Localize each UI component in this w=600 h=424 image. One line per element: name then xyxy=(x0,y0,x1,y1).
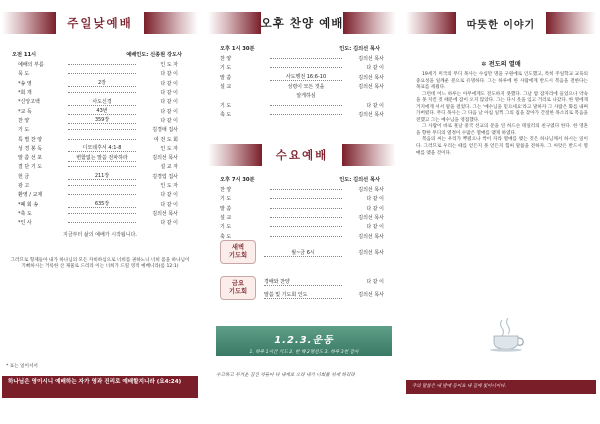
standing-footnote: * 표는 일어서서 xyxy=(6,364,38,369)
order-leader: 인 도 자 xyxy=(160,62,178,69)
story-column xyxy=(406,0,596,424)
order-item: 기 도 xyxy=(220,102,232,109)
sunday-banner xyxy=(2,12,198,34)
order-leader: 김경업 집사 xyxy=(152,173,178,180)
friday-tag-line2: 기도회 xyxy=(228,288,248,295)
order-leader: 김경애 집사 xyxy=(152,127,178,134)
banner-gradient-right xyxy=(546,12,596,34)
order-item: 환영 / 교제 xyxy=(18,192,43,199)
order-row xyxy=(220,63,384,72)
psalm-verse-bar: 주의 말씀은 내 발에 등이요 내 길에 빛이니이다. xyxy=(406,380,596,394)
order-item: 기 도 xyxy=(220,224,232,231)
dawn-tag-line2: 기도회 xyxy=(228,252,248,259)
order-detail xyxy=(68,64,136,65)
dawn-prayer-time: 월~금 6시 xyxy=(264,249,342,257)
order-row xyxy=(18,162,178,171)
order-detail xyxy=(68,194,136,195)
afternoon-column xyxy=(208,0,396,424)
order-leader: 다 같 이 xyxy=(160,117,178,124)
order-detail xyxy=(270,114,342,115)
order-detail: 635장 xyxy=(68,200,136,208)
order-item: 말 씀 xyxy=(220,205,232,212)
order-item: 설 교 xyxy=(220,84,232,91)
essay-heading xyxy=(406,59,596,68)
wednesday-time: 오후 7시 30분 xyxy=(220,177,255,183)
friday-prayer-tag xyxy=(220,276,256,300)
order-leader: 다 같 이 xyxy=(160,192,178,199)
order-leader: 인 도 자 xyxy=(160,145,178,152)
banner-gradient-right xyxy=(144,12,198,34)
order-detail xyxy=(68,166,136,167)
afternoon-banner xyxy=(208,12,396,34)
matthew-verse: 수고하고 무거운 짐진 자들아 다 내게로 오라 내가 너희를 쉬게 하리라 xyxy=(216,373,355,378)
order-leader: 다 같 이 xyxy=(160,90,178,97)
order-detail: 알게하심 xyxy=(296,93,316,100)
order-item: 헌 금 xyxy=(18,173,30,180)
order-leader: 다 같 이 xyxy=(366,205,384,212)
order-item: 축 도 xyxy=(220,233,232,240)
sun-icon: ✲ xyxy=(481,61,489,68)
sunday-order-list xyxy=(18,60,178,227)
order-leader: 다 같 이 xyxy=(160,220,178,227)
banner-gradient-right xyxy=(342,144,396,166)
friday-praise-leader: 다 같 이 xyxy=(366,279,384,286)
order-detail xyxy=(68,73,136,74)
banner-gradient-right xyxy=(343,12,396,34)
order-detail xyxy=(270,105,342,106)
order-detail: 성령이 모든 것을 xyxy=(287,84,325,91)
essay-paragraph: 그 사람이 바로 훗날 중국 선교의 문을 연 허드슨 테일러의 친구였다 한다. 한 영혼을 향한 무디의 열정이 수많은 열매를 맺게 하였다. xyxy=(416,124,588,136)
order-row xyxy=(18,69,178,78)
friday-word-leader: 김의선 목사 xyxy=(358,292,384,299)
order-item: *축 도 xyxy=(18,210,32,217)
order-row xyxy=(18,88,178,97)
friday-praise: 경배와 찬양 xyxy=(264,278,342,286)
essay-paragraph: 19세기 미국의 무디 목사는 수십만 명을 구원에로 인도했고, 특히 주일학교 교육의 중요성을 일깨운 분으로 유명하다. 그는 하루에 한 사람에게 반드시 복음을 전한다는 목표를 세웠다. xyxy=(416,72,588,91)
dawn-prayer-row xyxy=(262,248,384,257)
afternoon-title: 오후 찬양 예배 xyxy=(260,16,344,30)
order-leader: 다 같 이 xyxy=(160,108,178,115)
john-verse-bar: 하나님은 영이시니 예배하는 자가 영과 진리로 예배할지니라 (요4:24) xyxy=(2,376,198,398)
order-item: 찬 양 xyxy=(220,187,232,194)
order-row xyxy=(220,213,384,222)
order-leader: 김의선 목사 xyxy=(358,56,384,63)
order-leader: 다 같 이 xyxy=(366,224,384,231)
friday-tag-line1: 금요 xyxy=(231,280,245,287)
order-row xyxy=(18,125,178,134)
order-item: 기 도 xyxy=(18,127,30,134)
order-row xyxy=(220,222,384,231)
order-row xyxy=(18,153,178,162)
closing-line: 지금부터 삶의 예배가 시작됩니다. xyxy=(63,232,137,238)
afternoon-time: 오후 1시 30분 xyxy=(220,46,255,52)
order-item: 결 단 기 도 xyxy=(18,164,43,171)
order-row xyxy=(18,209,178,218)
order-item: *인 사 xyxy=(18,220,32,227)
order-row xyxy=(220,100,384,109)
banner-gradient-left xyxy=(2,12,56,34)
order-row xyxy=(18,60,178,69)
essay-paragraph: 복음의 씨는 우리가 뿌렸으나 싹이 자라 열매를 맺는 것은 하나님께서 하시는 일이다. 그러므로 우리는 때를 얻든지 못 얻든지 힘써 말씀을 전하자. 그 씨앗은 반드시 열매를 맺을 것이다. xyxy=(416,137,588,156)
order-item: 특 별 찬 양 xyxy=(18,136,43,143)
order-detail: 211장 xyxy=(68,172,136,180)
order-row xyxy=(220,185,384,194)
order-detail xyxy=(68,92,136,93)
essay-title: 전도의 열매 xyxy=(488,61,521,68)
wednesday-header xyxy=(220,176,380,183)
dawn-prayer-leader: 김의선 목사 xyxy=(358,250,384,257)
order-row xyxy=(220,91,384,100)
order-row xyxy=(18,181,178,190)
order-leader: 김의선 목사 xyxy=(358,215,384,222)
order-item: 묵 도 xyxy=(18,71,30,78)
order-row xyxy=(18,199,178,208)
story-title: 따뜻한 이야기 xyxy=(466,19,536,31)
order-item: 광 고 xyxy=(18,183,30,189)
dawn-prayer-tag xyxy=(220,240,256,264)
wednesday-order-list xyxy=(220,185,384,241)
banner-gradient-left xyxy=(208,144,262,166)
order-item: 예배의 부름 xyxy=(18,62,44,69)
movement-banner xyxy=(216,326,392,356)
wednesday-banner xyxy=(208,144,396,166)
order-row xyxy=(220,73,384,82)
order-detail xyxy=(270,67,342,68)
order-item: 찬 양 xyxy=(18,117,30,124)
order-leader: 김의선 목사 xyxy=(358,84,384,91)
banner-gradient-left xyxy=(406,12,456,34)
order-leader: 김의선 목사 xyxy=(358,111,384,118)
order-leader: 다 같 이 xyxy=(160,71,178,78)
order-row xyxy=(18,172,178,181)
order-item: 축 도 xyxy=(220,111,232,118)
order-detail: 2장 xyxy=(68,79,136,87)
friday-word: 말씀 및 기도회 인도 xyxy=(264,291,342,299)
order-item: 기 도 xyxy=(220,65,232,72)
order-detail: 43번 xyxy=(68,107,136,115)
order-row xyxy=(220,54,384,63)
order-row xyxy=(18,190,178,199)
order-detail xyxy=(68,129,136,130)
order-detail xyxy=(270,198,342,199)
order-leader: 다 같 이 xyxy=(366,196,384,203)
order-leader: 김의선 목사 xyxy=(152,155,178,162)
order-leader: 다 같 이 xyxy=(366,102,384,109)
order-item: *회 개 xyxy=(18,90,32,97)
story-banner xyxy=(406,12,596,34)
order-row xyxy=(220,204,384,213)
order-item: *교 독 xyxy=(18,108,32,115)
order-leader: 김의선 목사 xyxy=(358,187,384,194)
order-detail xyxy=(270,58,342,59)
order-detail: 사도신경 xyxy=(68,98,136,106)
order-detail xyxy=(68,185,136,186)
dawn-tag-line1: 새벽 xyxy=(231,244,245,251)
friday-row-2 xyxy=(262,290,384,299)
essay-body xyxy=(416,72,588,157)
order-leader: 김의선 목사 xyxy=(358,233,384,240)
order-item: 설 교 xyxy=(220,215,232,222)
order-item: 성 경 봉 독 xyxy=(18,145,43,152)
order-detail xyxy=(68,222,136,223)
order-detail xyxy=(270,226,342,227)
order-row xyxy=(18,97,178,106)
order-detail: 디모데후서 4:1-8 xyxy=(68,144,136,152)
essay-paragraph: 그런데 어느 하루는 아무에게도 전도하지 못했다. 그날 밤 잠자리에 들었으나 약속을 못 지킨 것 때문에 잠이 오지 않았다. 그는 다시 옷을 입고 거리로 나갔다. 한 명에게 거지에게 서서 말을 걸었다. 그는 '예수님을 믿으세요'라고 말하자 그 사람은 화를 내며 가버렸다. 무디 목사는 그 다음 날 아침 일찍 그의 집을 찾아가 간절한 목소리로 복음을 전했고 그는 예수님을 영접했다. xyxy=(416,91,588,123)
order-leader: 다 같 이 xyxy=(366,65,384,72)
order-row xyxy=(18,218,178,227)
order-leader: 다 같 이 xyxy=(160,201,178,208)
order-detail xyxy=(270,208,342,209)
order-leader: 설 교 자 xyxy=(160,164,178,171)
order-item: 말 씀 xyxy=(220,74,232,81)
sunday-leader: 예배인도: 신종원 강도사 xyxy=(126,52,182,58)
order-item: 찬 양 xyxy=(220,56,232,63)
order-detail xyxy=(270,189,342,190)
sunday-title: 주일낮예배 xyxy=(67,16,133,30)
order-leader: 다 같 이 xyxy=(160,99,178,106)
sunday-header xyxy=(12,51,182,58)
order-detail xyxy=(270,236,342,237)
wednesday-title: 수요예배 xyxy=(275,148,329,162)
order-row xyxy=(18,134,178,143)
order-detail: 사도행전 16:6-10 xyxy=(270,73,342,81)
romans-verse: 그러므로 형제들아 내가 하나님의 모든 자비하심으로 너희를 권하노니 너희 몸을 하나님이 기뻐하시는 거룩한 산 제물로 드리라 이는 너희가 드릴 영적 예배니라(롬 12:1) xyxy=(10,258,190,270)
order-row xyxy=(18,116,178,125)
order-item: 말 씀 선 포 xyxy=(18,155,43,162)
order-leader: 여 전 도 회 xyxy=(153,136,178,143)
order-detail: 359장 xyxy=(68,116,136,124)
order-detail: 변함없는 말씀 전파하라 xyxy=(68,154,136,162)
movement-title: 1.2.3.운동 xyxy=(274,335,334,346)
order-row xyxy=(18,144,178,153)
order-row xyxy=(220,194,384,203)
order-detail xyxy=(68,213,136,214)
wednesday-leader: 인도: 김의선 목사 xyxy=(339,177,380,183)
order-leader: 인 도 자 xyxy=(160,183,178,189)
movement-sub: 1. 하루 1시간 기도 2. 한 해 2명전도 3. 하루 3번 감사 xyxy=(249,350,359,355)
afternoon-leader: 인도: 김의선 목사 xyxy=(339,46,380,52)
order-item: *송 영 xyxy=(18,80,32,87)
friday-row-1 xyxy=(262,277,384,286)
order-item: *폐 회 송 xyxy=(18,201,39,208)
order-detail xyxy=(270,217,342,218)
order-leader: 다 같 이 xyxy=(160,80,178,87)
afternoon-order-list xyxy=(220,54,384,119)
coffee-cup-icon xyxy=(488,318,528,352)
order-row xyxy=(18,106,178,115)
order-leader: 김의선 목사 xyxy=(358,74,384,81)
sunday-column xyxy=(2,0,198,424)
banner-gradient-left xyxy=(208,12,261,34)
order-row xyxy=(220,110,384,119)
order-leader: 김의선 목사 xyxy=(152,210,178,217)
order-item: *신앙고백 xyxy=(18,99,40,106)
order-detail xyxy=(68,139,136,140)
sunday-time: 오전 11시 xyxy=(12,52,37,58)
order-item: 기 도 xyxy=(220,196,232,203)
afternoon-header xyxy=(220,45,380,52)
order-row xyxy=(220,82,384,91)
order-row xyxy=(18,79,178,88)
